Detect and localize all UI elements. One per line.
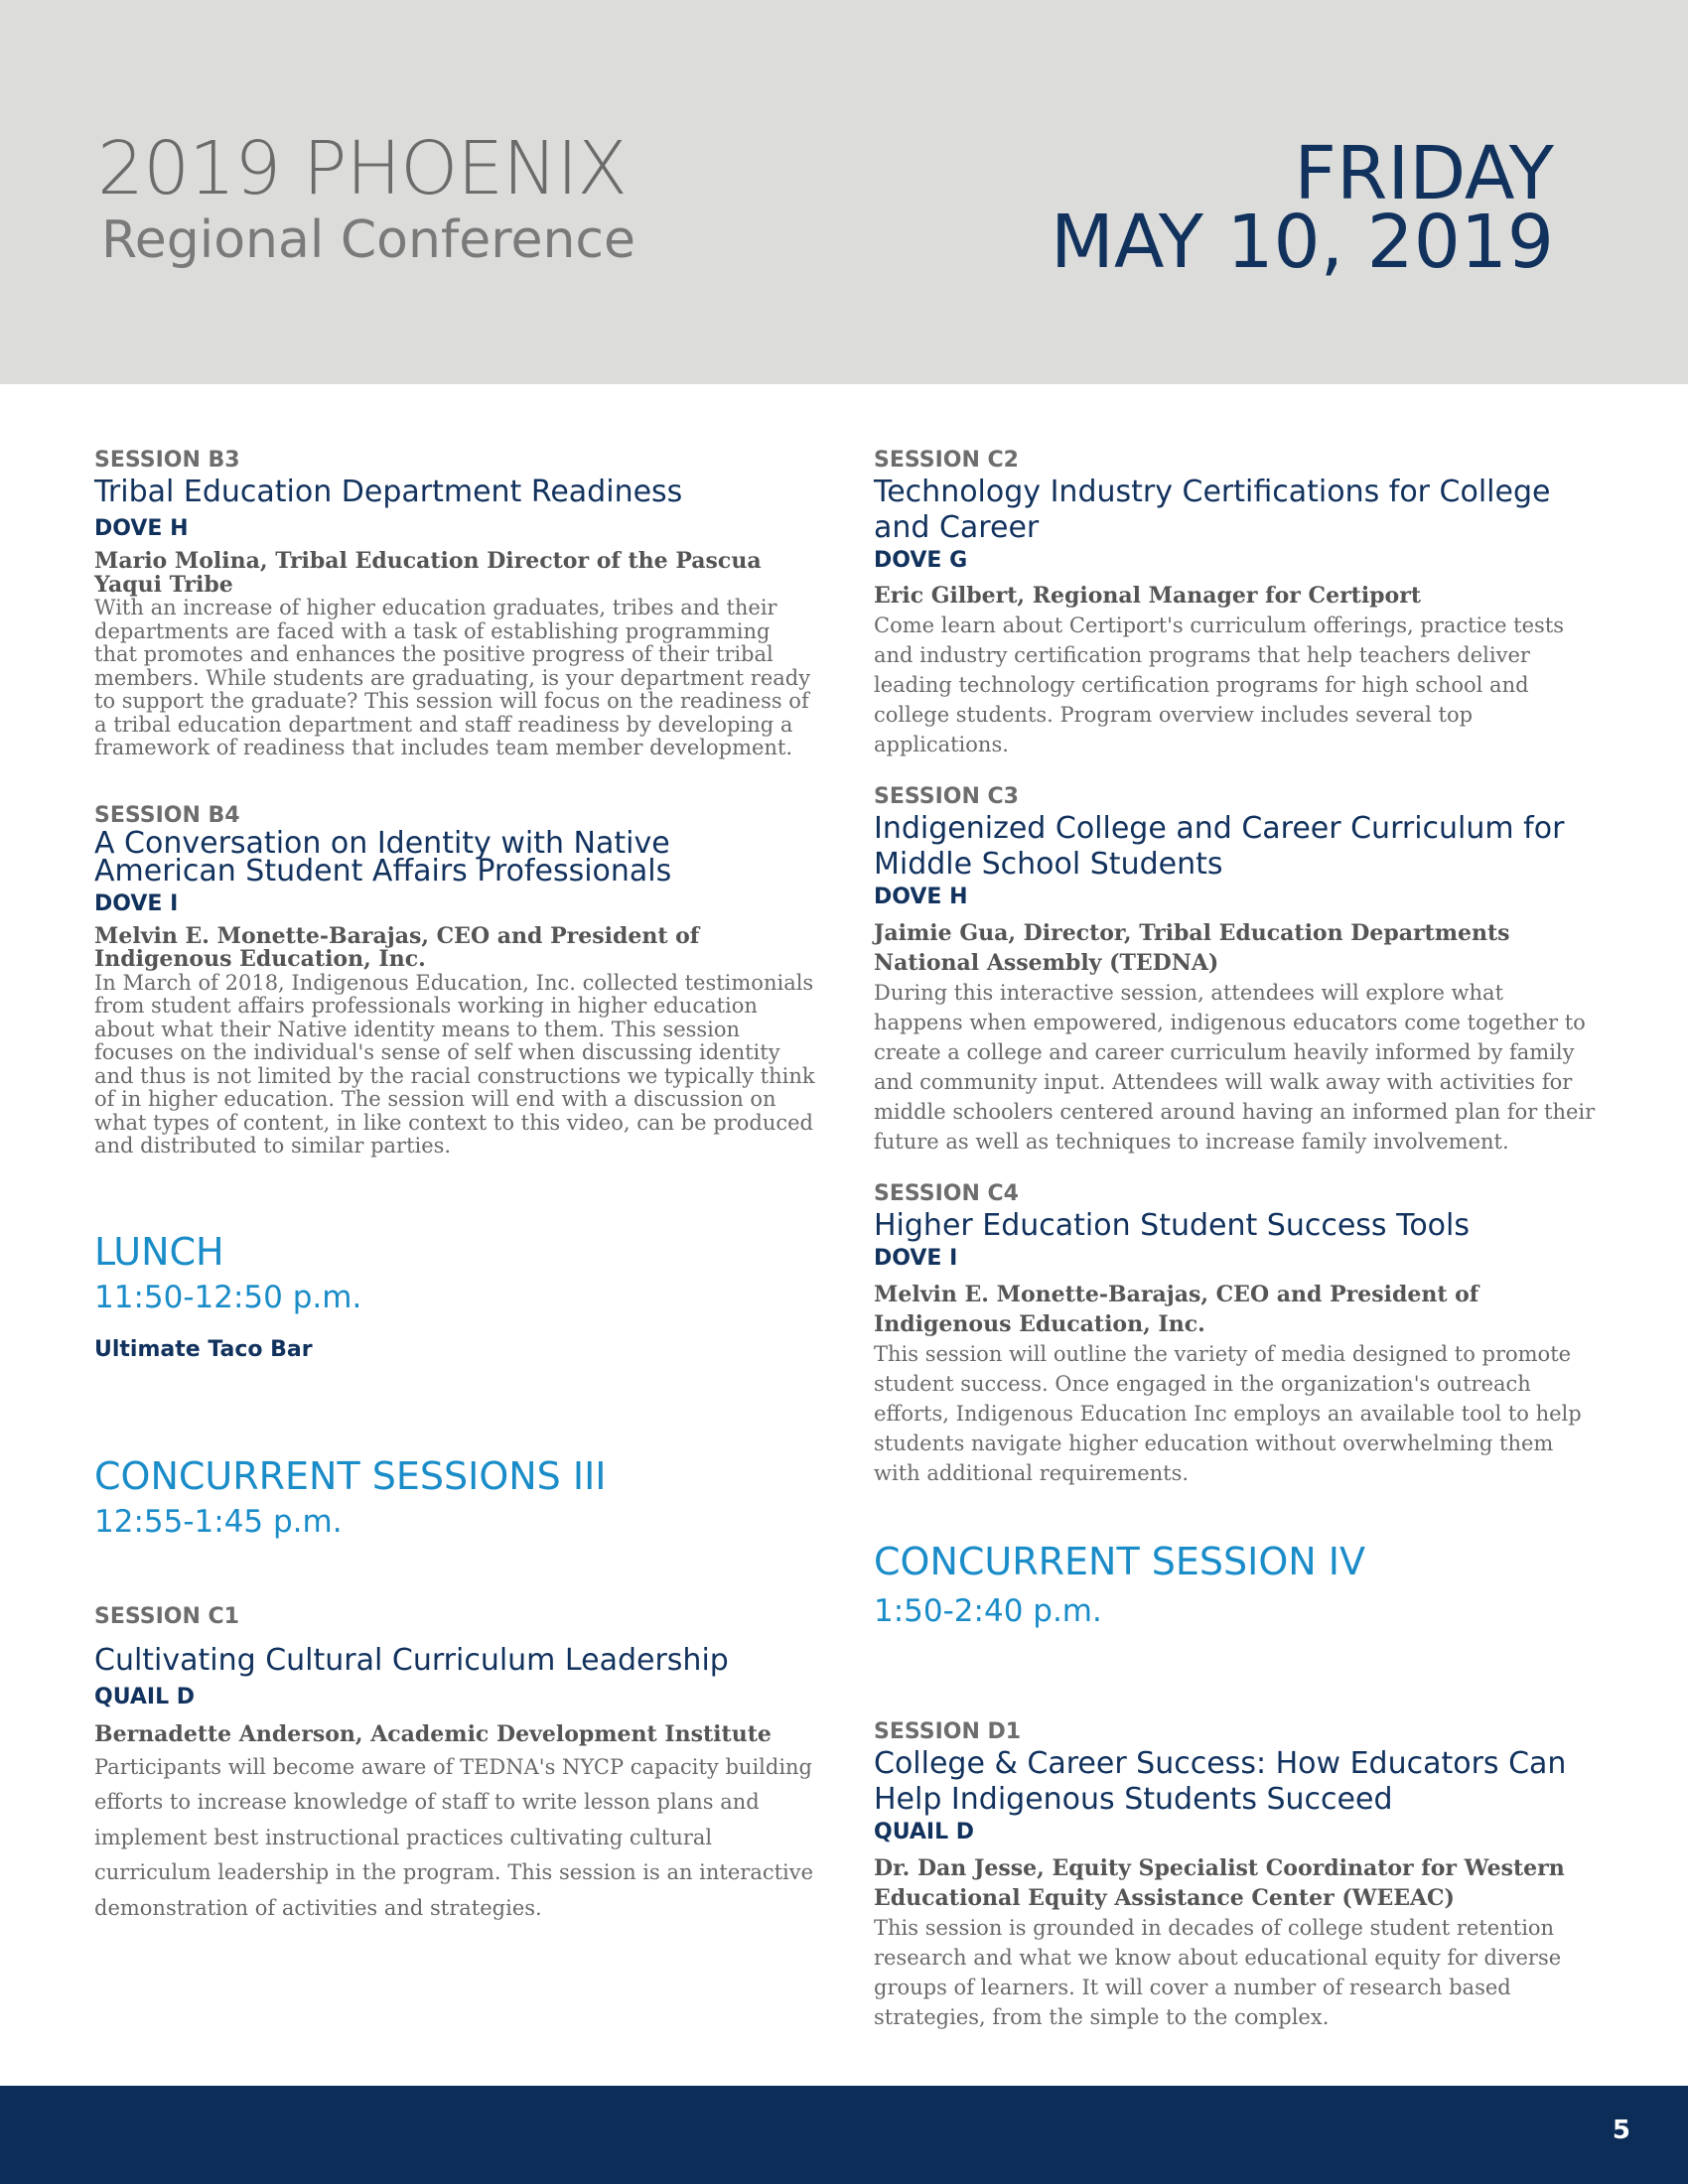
concurrent-session-iv	[874, 1540, 1599, 1631]
session-description: During this interactive session, attendees will explore what happens when empowered, indigenous educators come together to create a college and career curriculum heavily informed by family and community input. Attendees will walk away with activities for middle schoolers centered around having an informed plan for their future as well as techniques to increase family involvement.	[874, 981, 1596, 1154]
left-column	[94, 447, 819, 1926]
session-c3	[874, 783, 1599, 1157]
right-column	[874, 447, 1599, 2032]
session-description: Participants will become aware of TEDNA's NYCP capacity building efforts to increase knowledge of staff to write lesson plans and implement best instructional practices cultivating cultural curriculum leadership in the program. This session is an interactive demonstration of activities and strategies.	[94, 1754, 814, 1920]
session-description: This session is grounded in decades of college student retention research and what we know about educational equity for diverse groups of learners. It will cover a number of research based strategies, from the simple to the complex.	[874, 1916, 1562, 2029]
lunch-block	[94, 1230, 819, 1365]
session-presenter: Jaimie Gua, Director, Tribal Education Departments National Assembly (TEDNA)	[874, 920, 1510, 976]
session-label: SESSION C3	[874, 784, 1019, 809]
session-title: Tribal Education Department Readiness	[94, 475, 683, 509]
event-date: MAY 10, 2019	[1051, 200, 1554, 285]
session-label: SESSION C1	[94, 1603, 239, 1629]
conference-subtitle: Regional Conference	[101, 210, 636, 270]
header-band	[0, 0, 1688, 384]
conference-title: 2019 PHOENIX	[97, 126, 627, 211]
session-description: Come learn about Certiport's curriculum offerings, practice tests and industry certification programs that help teachers deliver leading technology certification programs for high school and college students. Program overview includes several top applications.	[874, 614, 1565, 756]
session-room: DOVE G	[874, 548, 968, 573]
session-presenter: Melvin E. Monette-Barajas, CEO and President of Indigenous Education, Inc.	[874, 1282, 1479, 1337]
session-presenter: Melvin E. Monette-Barajas, CEO and President of Indigenous Education, Inc.	[94, 922, 700, 972]
session-room: DOVE H	[94, 516, 189, 541]
section-time: 12:55-1:45 p.m.	[94, 1503, 343, 1540]
session-description: This session will outline the variety of media designed to promote student success. Once engaged in the organization's outreach efforts, Indigenous Education Inc employs an available tool to help students navigate higher education without overwhelming them with additional requirements.	[874, 1342, 1582, 1485]
section-heading: CONCURRENT SESSIONS III	[94, 1453, 607, 1498]
session-label: SESSION D1	[874, 1719, 1022, 1744]
session-description: With an increase of higher education graduates, tribes and their departments are faced with a task of establishing programming that promotes and enhances the positive progress of their tribal members. While students are graduating, is your department ready to support the graduate? This session will focus on the readiness of a tribal education department and staff readiness by developing a framework of readiness that includes team member development.	[94, 596, 811, 759]
lunch-heading: LUNCH	[94, 1229, 224, 1274]
session-c1	[94, 1603, 819, 1927]
session-presenter: Bernadette Anderson, Academic Development Institute	[94, 1720, 772, 1747]
session-room: DOVE I	[94, 890, 179, 916]
session-title: Indigenized College and Career Curriculum for Middle School Students	[874, 811, 1565, 882]
event-day: FRIDAY	[1294, 131, 1554, 216]
session-c4	[874, 1180, 1599, 1488]
session-b3	[94, 447, 819, 760]
session-b4	[94, 802, 819, 1159]
page-number: 5	[1612, 2116, 1630, 2145]
session-title: Cultivating Cultural Curriculum Leadership	[94, 1642, 729, 1678]
session-title: College & Career Success: How Educators Can Help Indigenous Students Succeed	[874, 1746, 1567, 1817]
footer-band	[0, 2086, 1688, 2184]
session-room: QUAIL D	[94, 1684, 196, 1709]
session-presenter: Mario Molina, Tribal Education Director of the Pascua Yaqui Tribe	[94, 548, 762, 598]
session-label: SESSION B4	[94, 802, 240, 828]
session-description: In March of 2018, Indigenous Education, Inc. collected testimonials from student affairs professionals working in higher education about what their Native identity means to them. This session focuses on the individual's sense of self when discussing identity and thus is not limited by the racial constructions we typically think of in higher education. The session will end with a discussion on what types of content, in like context to this video, can be produced and distributed to similar parties.	[94, 970, 815, 1158]
session-label: SESSION C2	[874, 448, 1019, 473]
session-title: Technology Industry Certifications for College and Career	[874, 475, 1551, 545]
session-title: Higher Education Student Success Tools	[874, 1208, 1470, 1243]
session-room: QUAIL D	[874, 1820, 975, 1844]
session-title: A Conversation on Identity with Native American Student Affairs Professionals	[94, 825, 672, 888]
session-presenter: Eric Gilbert, Regional Manager for Certiport	[874, 583, 1421, 609]
lunch-menu-item: Ultimate Taco Bar	[94, 1336, 313, 1362]
session-c2	[874, 447, 1599, 759]
session-d1	[874, 1718, 1599, 2032]
session-label: SESSION C4	[874, 1181, 1019, 1206]
session-room: DOVE I	[874, 1246, 958, 1271]
section-heading: CONCURRENT SESSION IV	[874, 1540, 1365, 1583]
lunch-time: 11:50-12:50 p.m.	[94, 1279, 362, 1315]
session-label: SESSION B3	[94, 448, 240, 473]
session-presenter: Dr. Dan Jesse, Equity Specialist Coordinator for Western Educational Equity Assistance Center (WEEAC)	[874, 1855, 1565, 1911]
section-time: 1:50-2:40 p.m.	[874, 1593, 1102, 1629]
concurrent-sessions-iii	[94, 1454, 819, 1542]
session-room: DOVE H	[874, 885, 968, 909]
